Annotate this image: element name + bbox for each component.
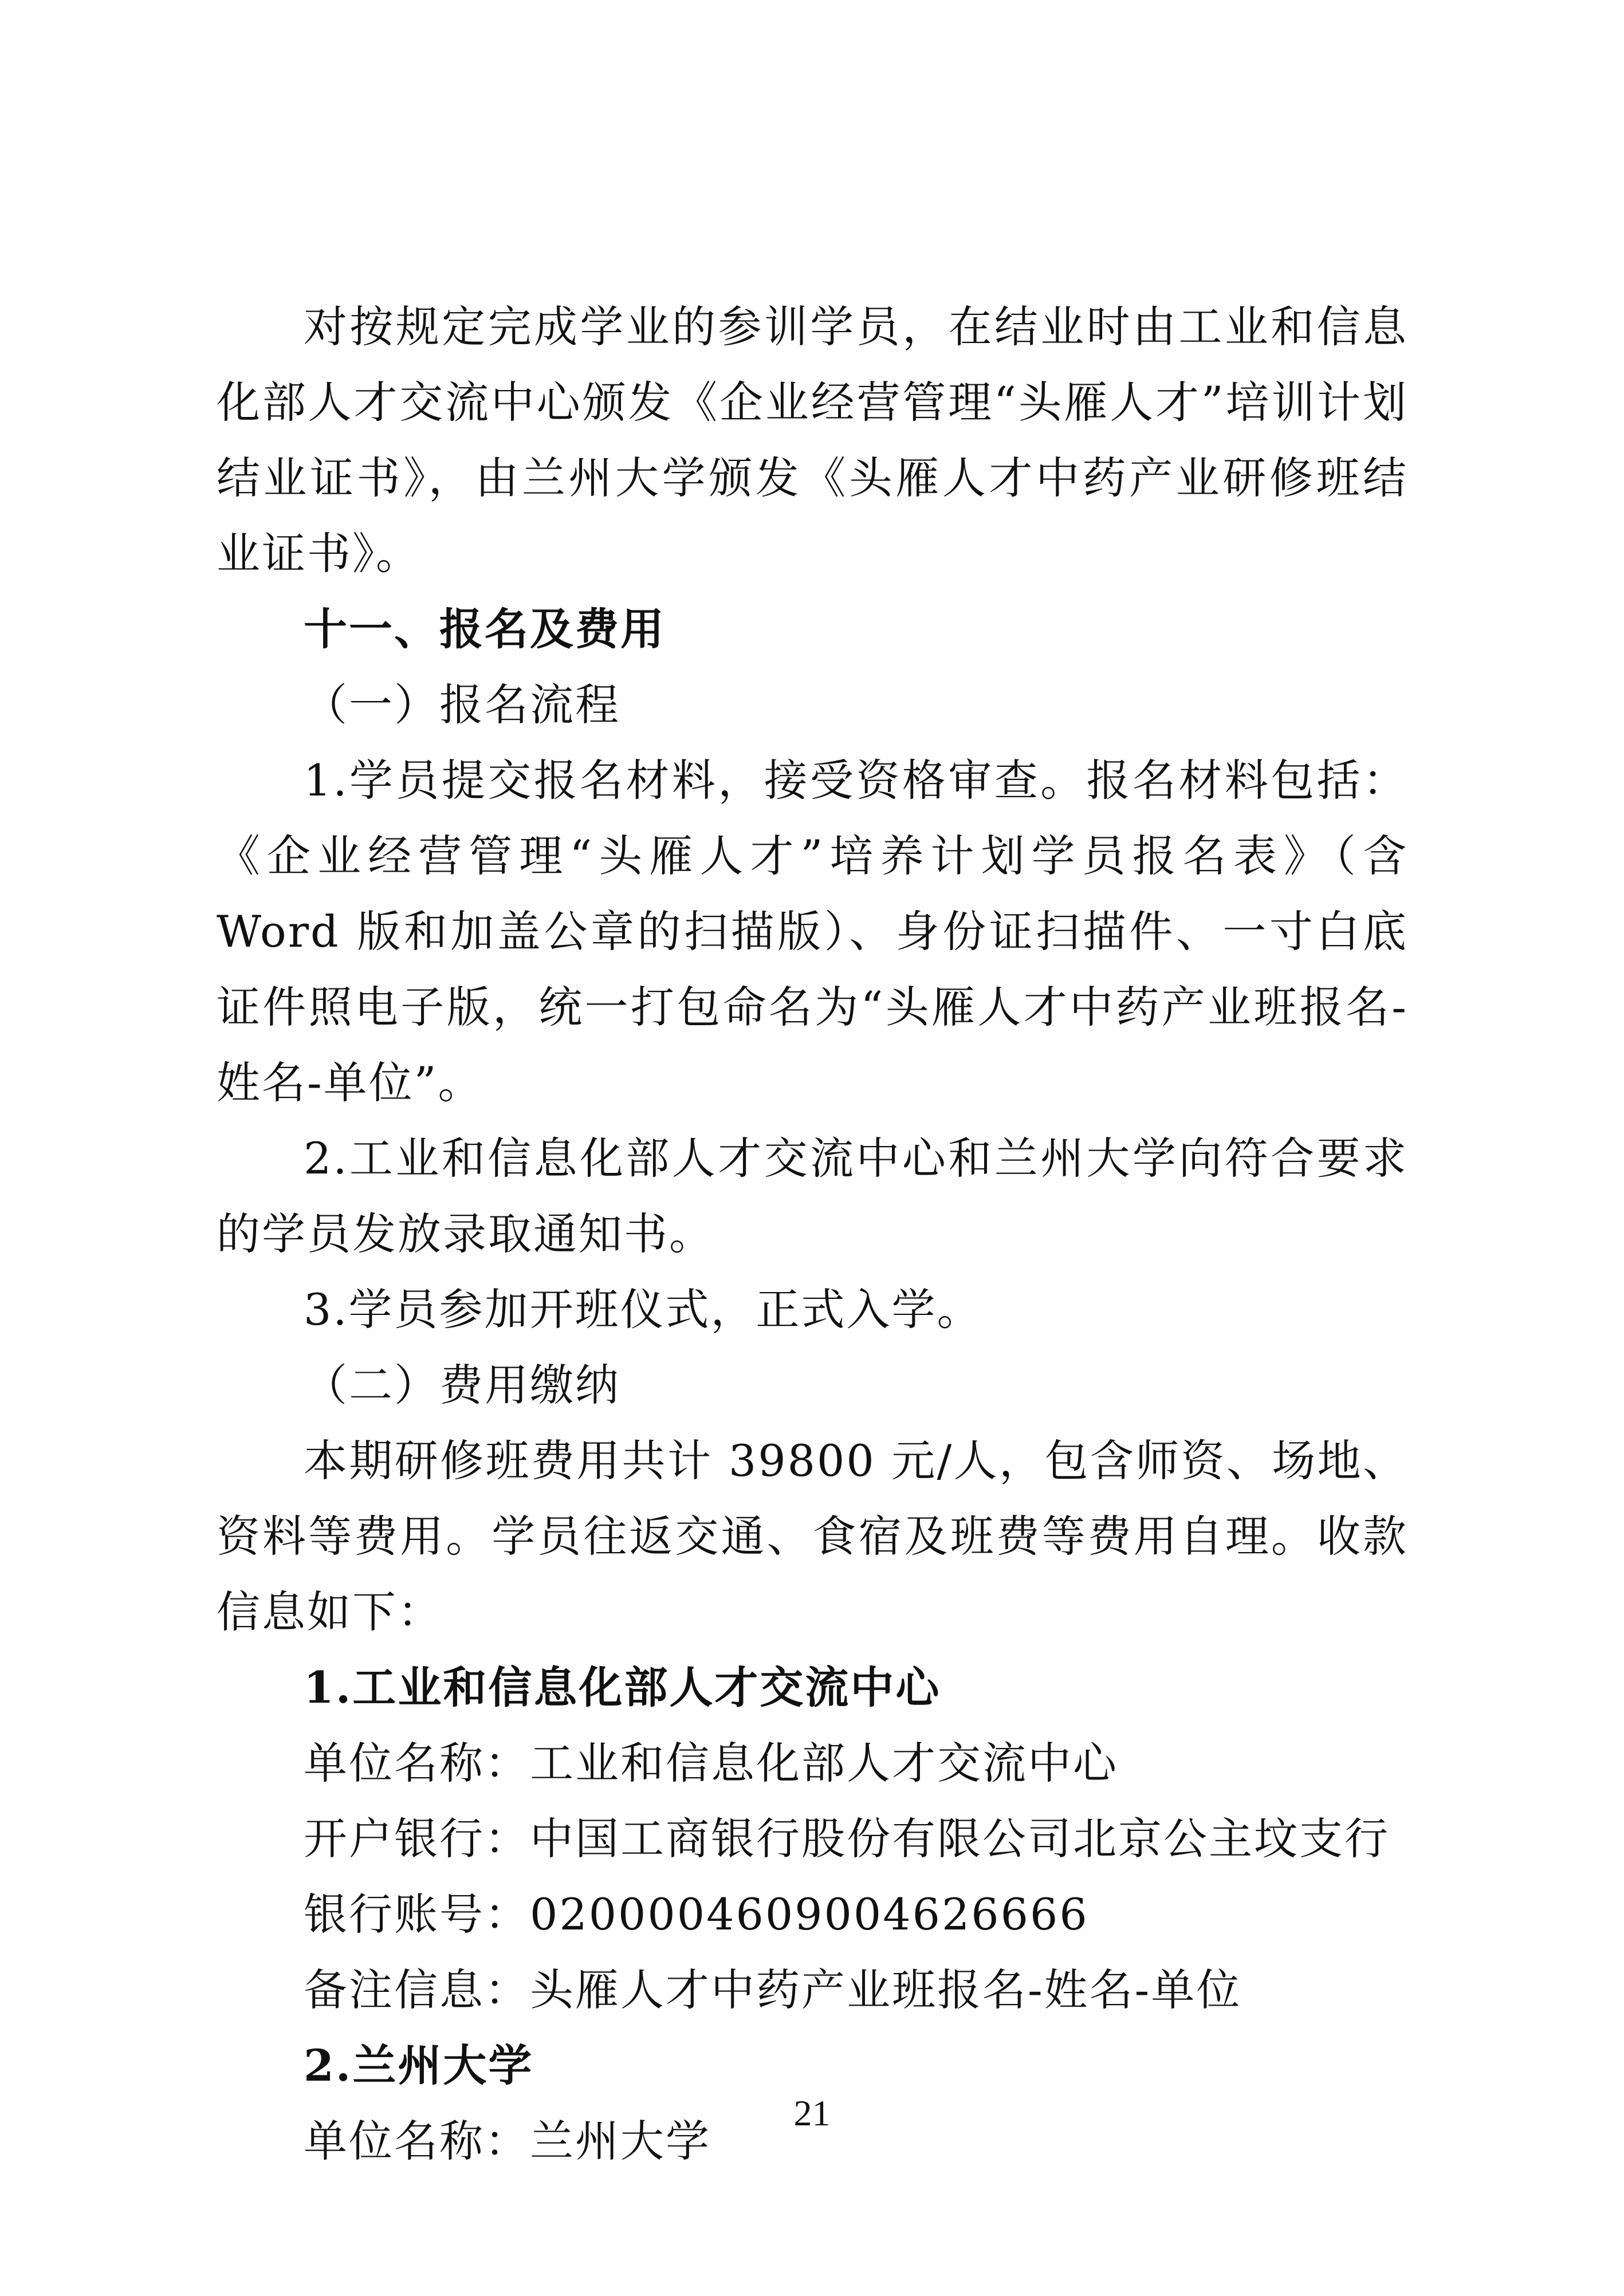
step-3-paragraph: 3.学员参加开班仪式，正式入学。	[304, 1284, 982, 1335]
payee-1-bank: 开户银行：中国工商银行股份有限公司北京公主坟支行	[304, 1813, 1390, 1864]
document-body	[217, 289, 1408, 2179]
payee-1-name: 单位名称：工业和信息化部人才交流中心	[304, 1738, 1118, 1789]
payee-2-title: 2.兰州大学	[304, 2040, 534, 2091]
payee-1-remark: 备注信息：头雁人才中药产业班报名-姓名-单位	[304, 1964, 1242, 2015]
payee-2-name: 单位名称：兰州大学	[304, 2116, 711, 2167]
step-2-paragraph: 2.工业和信息化部人才交流中心和兰州大学向符合要求的学员发放录取通知书。	[217, 1133, 1408, 1259]
subheading-registration-process: （一）报名流程	[304, 679, 620, 730]
step-1-paragraph: 1.学员提交报名材料，接受资格审查。报名材料包括：《企业经营管理“头雁人才”培养计划学员报名表》（含 Word 版和加盖公章的扫描版）、身份证扫描件、一寸白底证件照电子版，统一打包命名为“头雁人才中药产业班报名-姓名-单位”。	[217, 755, 1408, 1108]
certificate-paragraph: 对按规定完成学业的参训学员，在结业时由工业和信息化部人才交流中心颁发《企业经营管理“头雁人才”培训计划结业证书》，由兰州大学颁发《头雁人才中药产业研修班结业证书》。	[217, 301, 1408, 579]
payee-1-title: 1.工业和信息化部人才交流中心	[304, 1662, 941, 1713]
page-number: 21	[793, 2093, 831, 2133]
section-heading-registration-fees: 十一、报名及费用	[304, 604, 666, 655]
fee-paragraph: 本期研修班费用共计 39800 元/人，包含师资、场地、资料等费用。学员往返交通、食宿及班费等费用自理。收款信息如下：	[217, 1435, 1408, 1637]
payee-1-account: 银行账号：0200004609004626666	[304, 1889, 1089, 1940]
subheading-fee-payment: （二）费用缴纳	[304, 1360, 620, 1411]
